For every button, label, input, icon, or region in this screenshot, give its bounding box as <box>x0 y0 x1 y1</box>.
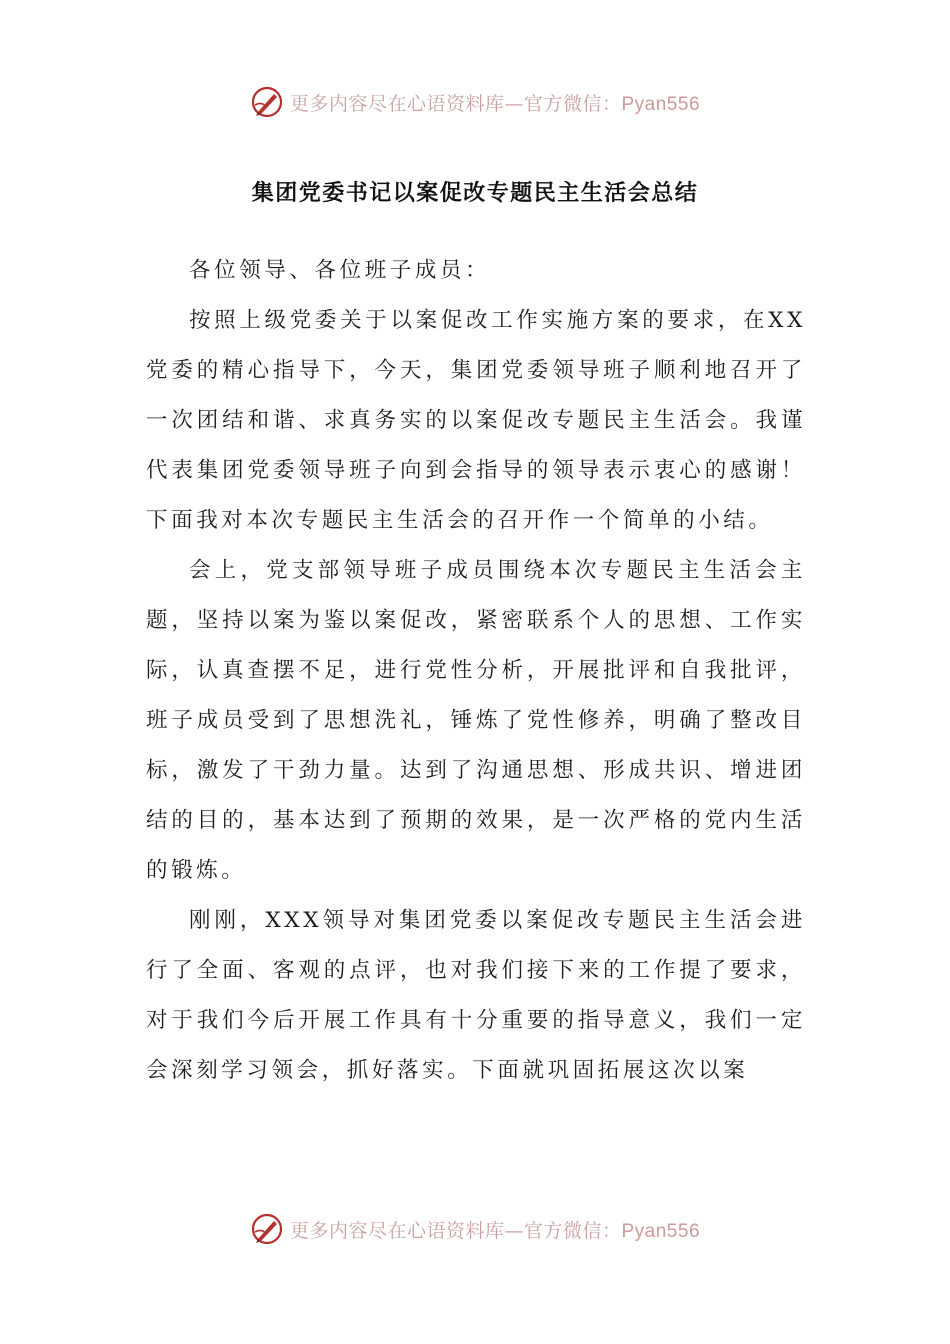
banner-slogan: 更多内容尽在心语资料库—官方微信： <box>289 92 622 115</box>
document-title: 集团党委书记以案促改专题民主生活会总结 <box>251 181 699 206</box>
banner-wechat-id: Pyan556 <box>621 93 701 115</box>
banner-text <box>290 89 700 116</box>
banner-wechat-id: Pyan556 <box>621 1220 701 1242</box>
body-paragraph: 刚刚，XXX领导对集团党委以案促改专题民主生活会进行了全面、客观的点评，也对我们接下来的工作提了要求，对于我们今后开展工作具有十分重要的指导意义，我们一定会深刻学习领会，抓好落实。下面就巩固拓展这次以案 <box>146 908 806 1083</box>
body-paragraph: 会上，党支部领导班子成员围绕本次专题民主生活会主题，坚持以案为鉴以案促改，紧密联系个人的思想、工作实际，认真查摆不足，进行党性分析，开展批评和自我批评，班子成员受到了思想洗礼，锤炼了党性修养，明确了整改目标，激发了干劲力量。达到了沟通思想、形成共识、增进团结的目的，基本达到了预期的效果，是一次严格的党内生活的锻炼。 <box>146 558 806 883</box>
pen-logo-icon <box>250 85 284 119</box>
banner-text <box>290 1216 700 1243</box>
body-paragraph: 按照上级党委关于以案促改工作实施方案的要求，在XX党委的精心指导下，今天，集团党委领导班子顺利地召开了一次团结和谐、求真务实的以案促改专题民主生活会。我谨代表集团党委领导班子向到会指导的领导表示衷心的感谢！下面我对本次专题民主生活会的召开作一个简单的小结。 <box>146 308 806 533</box>
footer-watermark-banner <box>0 1209 950 1249</box>
pen-logo-icon <box>250 1212 284 1246</box>
banner-slogan: 更多内容尽在心语资料库—官方微信： <box>289 1219 622 1242</box>
header-watermark-banner <box>0 82 950 122</box>
salutation-paragraph: 各位领导、各位班子成员： <box>189 258 491 283</box>
document-body <box>146 246 806 1096</box>
